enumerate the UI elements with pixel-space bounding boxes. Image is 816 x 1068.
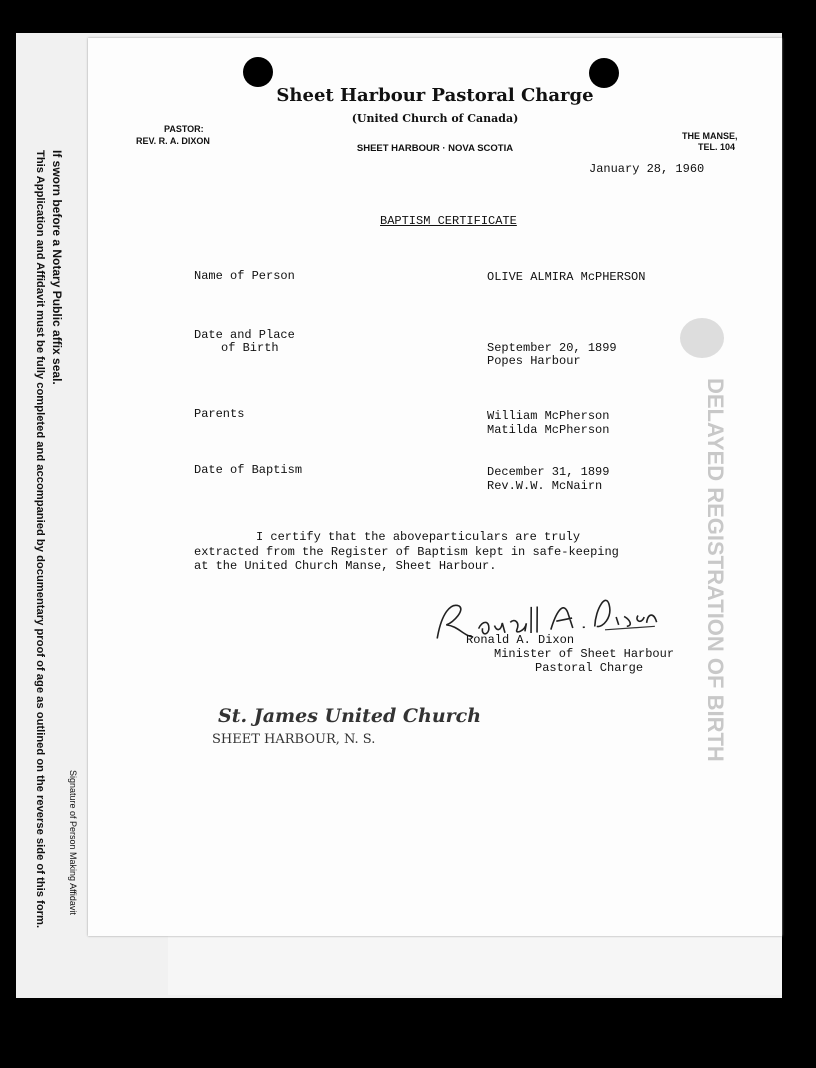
punch-hole-left [243,57,273,87]
name-label: Name of Person [194,269,295,283]
baptism-officiant: Rev.W.W. McNairn [487,479,603,493]
punch-hole-right [589,58,619,88]
signatory-title-2: Pastoral Charge [535,661,644,675]
baptism-label: Date of Baptism [194,463,303,477]
name-value: OLIVE ALMIRA McPHERSON [487,270,646,284]
church-stamp-name: St. James United Church [218,705,482,727]
signatory-title-1: Minister of Sheet Harbour [494,647,675,661]
pastor-label: PASTOR: [164,124,204,134]
letterhead-location: SHEET HARBOUR · NOVA SCOTIA [356,143,514,154]
parent-father: William McPherson [487,409,610,423]
parents-label: Parents [194,407,245,421]
signature-caption: Signature of Person Making Affidavit [68,770,78,915]
certification-line-2: extracted from the Register of Baptism kept in safe-keeping [194,545,619,559]
birth-label-2: of Birth [221,341,279,355]
background-heading: DELAYED REGISTRATION OF BIRTH [703,378,728,762]
certificate-title: BAPTISM CERTIFICATE [380,214,517,228]
signatory-name: Ronald A. Dixon [466,633,575,647]
baptism-certificate-sheet [88,38,782,936]
birth-label-1: Date and Place [194,328,295,342]
telephone: TEL. 104 [698,142,736,152]
manse-label: THE MANSE, [682,131,738,141]
form-bottom-row [168,935,782,995]
certificate-date: January 28, 1960 [589,162,705,176]
affidavit-instruction: This Application and Affidavit must be fully completed and accompanied by documentary proof of age as outlined on the reverse side of this form. [34,150,46,929]
baptism-date: December 31, 1899 [487,465,610,479]
parent-mother: Matilda McPherson [487,423,610,437]
certification-line-3: at the United Church Manse, Sheet Harbour. [194,559,497,573]
birth-place: Popes Harbour [487,354,581,368]
notary-instruction: If sworn before a Notary Public affix seal. [50,150,64,385]
certification-line-1: I certify that the aboveparticulars are truly [256,530,581,544]
letterhead-title: Sheet Harbour Pastoral Charge [276,85,594,106]
pastor-name: REV. R. A. DIXON [136,136,210,146]
ink-blot [680,318,724,358]
birth-date: September 20, 1899 [487,341,617,355]
church-stamp-place: SHEET HARBOUR, N. S. [212,732,376,747]
letterhead-subtitle: (United Church of Canada) [351,112,519,125]
